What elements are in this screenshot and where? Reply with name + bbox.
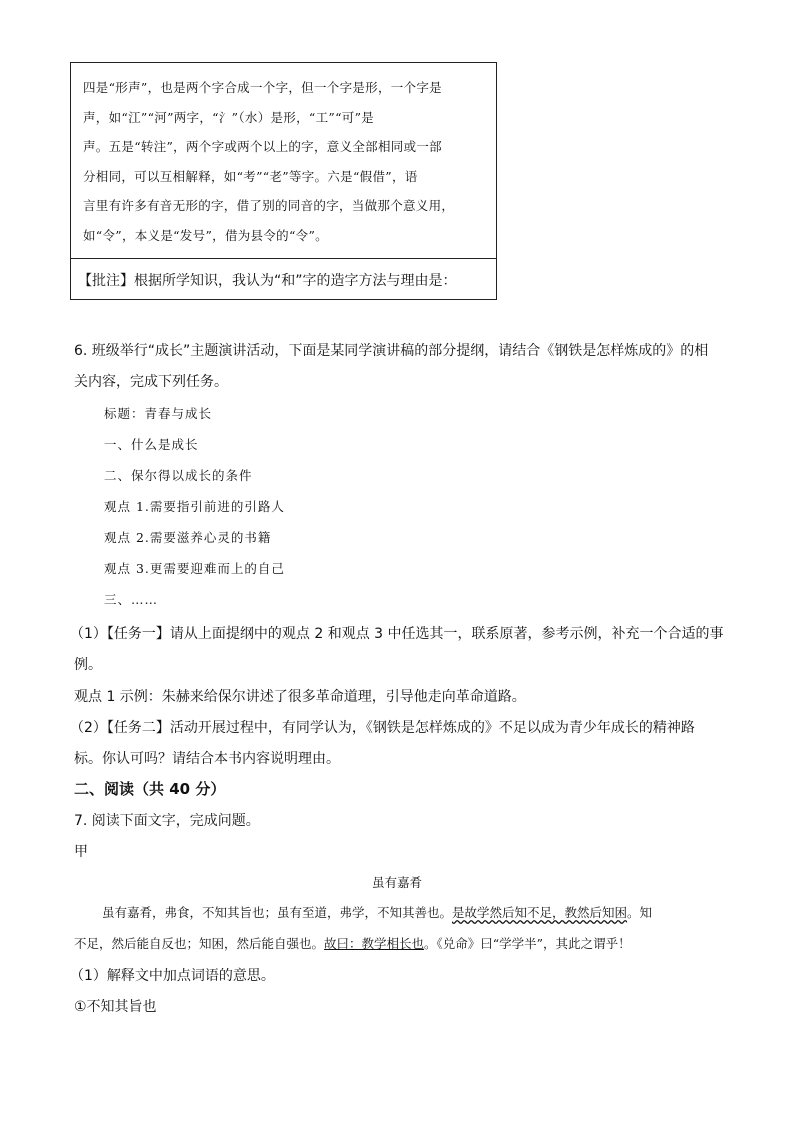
box-line: 声，如“江”“河”两字，“氵”（水）是形，“工”“可”是: [83, 109, 375, 125]
underlined-phrase: 故曰：教学相长也: [324, 936, 425, 951]
passage-text: 虽有嘉肴，弗食，不知其旨也；虽有至道，弗学，不知其善也。: [102, 905, 453, 920]
box-line: 如“令”，本义是“发号”，借为县令的“令”。: [83, 227, 328, 243]
outline-item: 观点 3.更需要迎难而上的自己: [104, 561, 285, 576]
section-heading: 二、阅读（共 40 分）: [74, 780, 226, 798]
outline-title: 标题：青春与成长: [104, 406, 213, 421]
q7-prompt: 7. 阅读下面文字，完成问题。: [74, 813, 260, 829]
box-text: [83, 73, 486, 250]
box-divider: [71, 258, 496, 259]
passage-text: 。知: [627, 905, 653, 920]
q6-prompt-line2: 关内容，完成下列任务。: [74, 374, 228, 390]
sub-question-1: （1）解释文中加点词语的意思。: [70, 968, 275, 984]
passage-text: 。《兑命》曰“学学半”，其此之谓乎！: [424, 936, 631, 951]
passage-text: 不足，然后能自反也；知困，然后能自强也。: [74, 936, 325, 951]
passage-line1: [102, 903, 652, 921]
box-line: 分相同，可以互相解释，如“考”“老”等字。六是“假借”，语: [83, 168, 418, 184]
q6-prompt-line1: 6. 班级举行“成长”主题演讲活动，下面是某同学演讲稿的部分提纲，请结合《钢铁是怎样炼成的》的相: [74, 343, 709, 359]
passage-line2: [74, 934, 631, 952]
task2-line1: （2）【任务二】活动开展过程中，有同学认为，《钢铁是怎样炼成的》不足以成为青少年成长的精神路: [70, 720, 695, 736]
annotation-box: [70, 62, 497, 300]
outline-item: 观点 1.需要指引前进的引路人: [104, 499, 285, 514]
wavy-underlined-phrase: 是故学然后知不足，教然后知困: [452, 905, 628, 920]
passage-title: 虽有嘉肴: [371, 875, 422, 890]
outline-item: 一、什么是成长: [104, 437, 199, 452]
box-line: 言里有许多有音无形的字，借了别的同音的字，当做那个意义用，: [83, 198, 455, 213]
passage-label: 甲: [74, 844, 88, 860]
task1-line1: （1）【任务一】请从上面提纲中的观点 2 和观点 3 中任选其一，联系原著，参考示例，补充一个合适的事: [70, 626, 724, 642]
task1-line2: 例。: [74, 657, 102, 673]
outline-item: 二、保尔得以成长的条件: [104, 468, 253, 483]
outline-item: 观点 2.需要滋养心灵的书籍: [104, 530, 272, 545]
sub-item-1: ①不知其旨也: [74, 999, 157, 1015]
task2-line2: 标。你认可吗？请结合本书内容说明理由。: [74, 751, 340, 767]
annotation-note: 【批注】根据所学知识，我认为“和”字的造字方法与理由是：: [78, 273, 457, 289]
box-line: 声。五是“转注”，两个字或两个以上的字，意义全部相同或一部: [83, 139, 442, 154]
box-line: 四是“形声”，也是两个字合成一个字，但一个字是形，一个字是: [83, 80, 442, 95]
outline-item: 三、……: [104, 592, 159, 607]
example-line: 观点 1 示例：朱赫来给保尔讲述了很多革命道理，引导他走向革命道路。: [74, 689, 526, 705]
